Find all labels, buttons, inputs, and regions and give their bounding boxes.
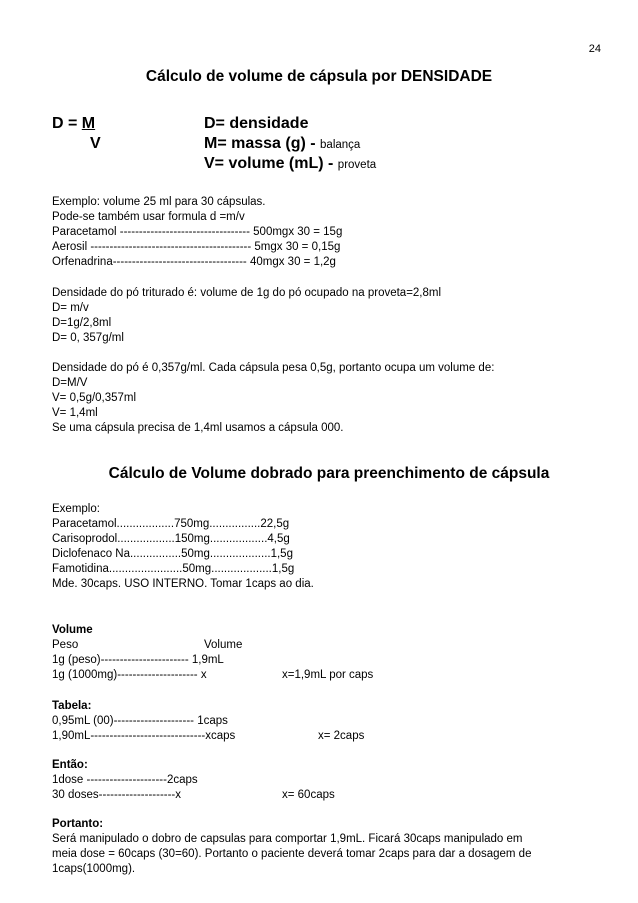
text-line: Diclofenaco Na................50mg...................1,5g	[52, 548, 293, 560]
text-line: 1dose ---------------------2caps	[52, 774, 198, 786]
peso-column-label: Peso	[52, 639, 79, 651]
text-line: Será manipulado o dobro de capsulas para comportar 1,9mL. Ficará 30caps manipulado em	[52, 833, 523, 845]
density-block	[52, 286, 612, 346]
result-text: x= 60caps	[282, 789, 335, 801]
result-text: x= 2caps	[318, 730, 365, 742]
volume-columns	[52, 638, 612, 653]
def-density: D= densidade	[204, 115, 309, 132]
text-line: 1caps(1000mg).	[52, 863, 136, 875]
text-line: D= m/v	[52, 302, 89, 314]
text-line: 0,95mL (00)--------------------- 1caps	[52, 715, 228, 727]
page-number: 24	[588, 43, 601, 55]
volume-block	[52, 623, 612, 683]
portanto-block	[52, 817, 608, 877]
text-line: Densidade do pó é 0,357g/ml. Cada cápsula pesa 0,5g, portanto ocupa um volume de:	[52, 362, 495, 374]
text-line: D= 0, 357g/ml	[52, 332, 124, 344]
def-volume: V= volume (mL) - proveta	[204, 155, 377, 172]
text-line: D=M/V	[52, 377, 88, 389]
text-line: 1g (1000mg)--------------------- x x=1,9mL por caps	[52, 669, 374, 681]
text-line: Famotidina.......................50mg...................1,5g	[52, 563, 295, 575]
formula-lhs: D = M	[52, 115, 96, 132]
portanto-heading: Portanto:	[52, 818, 104, 830]
text-line: Mde. 30caps. USO INTERNO. Tomar 1caps ao dia.	[52, 578, 314, 590]
tabela-heading: Tabela:	[52, 700, 92, 712]
text-line: Paracetamol ---------------------------------- 500mgx 30 = 15g	[52, 226, 343, 238]
text-line: Aerosil ------------------------------------------ 5mgx 30 = 0,15g	[52, 241, 341, 253]
text-line: 1g (peso)----------------------- 1,9mL	[52, 654, 224, 666]
section1-title: Cálculo de volume de cápsula por DENSIDADE	[145, 68, 493, 85]
entao-block	[52, 758, 612, 803]
def-mass: M= massa (g) - balança	[204, 135, 361, 152]
text-line: Exemplo: volume 25 ml para 30 cápsulas.	[52, 196, 266, 208]
text-line: Se uma cápsula precisa de 1,4ml usamos a cápsula 000.	[52, 422, 344, 434]
text-line: 1,90mL------------------------------xcaps x= 2caps	[52, 730, 365, 742]
entao-heading: Então:	[52, 759, 88, 771]
text-line: V= 1,4ml	[52, 407, 98, 419]
volume-column-label: Volume	[204, 639, 243, 651]
text-line: Paracetamol..................750mg................22,5g	[52, 518, 290, 530]
capsule-block	[52, 361, 612, 436]
text-line: V= 0,5g/0,357ml	[52, 392, 137, 404]
example-block	[52, 195, 612, 270]
text-line: Carisoprodol..................150mg..................4,5g	[52, 533, 290, 545]
result-text: x=1,9mL por caps	[282, 669, 374, 681]
section2-title: Cálculo de Volume dobrado para preenchimento de cápsula	[108, 465, 550, 482]
text-line: D=1g/2,8ml	[52, 317, 112, 329]
text-line: Exemplo:	[52, 503, 100, 515]
text-line: Orfenadrina----------------------------------- 40mgx 30 = 1,2g	[52, 256, 336, 268]
text-line: Pode-se também usar formula d =m/v	[52, 211, 245, 223]
formula-example-block	[52, 502, 612, 592]
text-line: Densidade do pó triturado é: volume de 1g do pó ocupado na proveta=2,8ml	[52, 287, 442, 299]
text-line: meia dose = 60caps (30=60). Portanto o paciente deverá tomar 2caps para dar a dosagem de	[52, 848, 532, 860]
text-line: 30 doses--------------------x x= 60caps	[52, 789, 335, 801]
tabela-block	[52, 699, 612, 744]
volume-heading: Volume	[52, 624, 93, 636]
formula-denominator: V	[90, 135, 101, 152]
